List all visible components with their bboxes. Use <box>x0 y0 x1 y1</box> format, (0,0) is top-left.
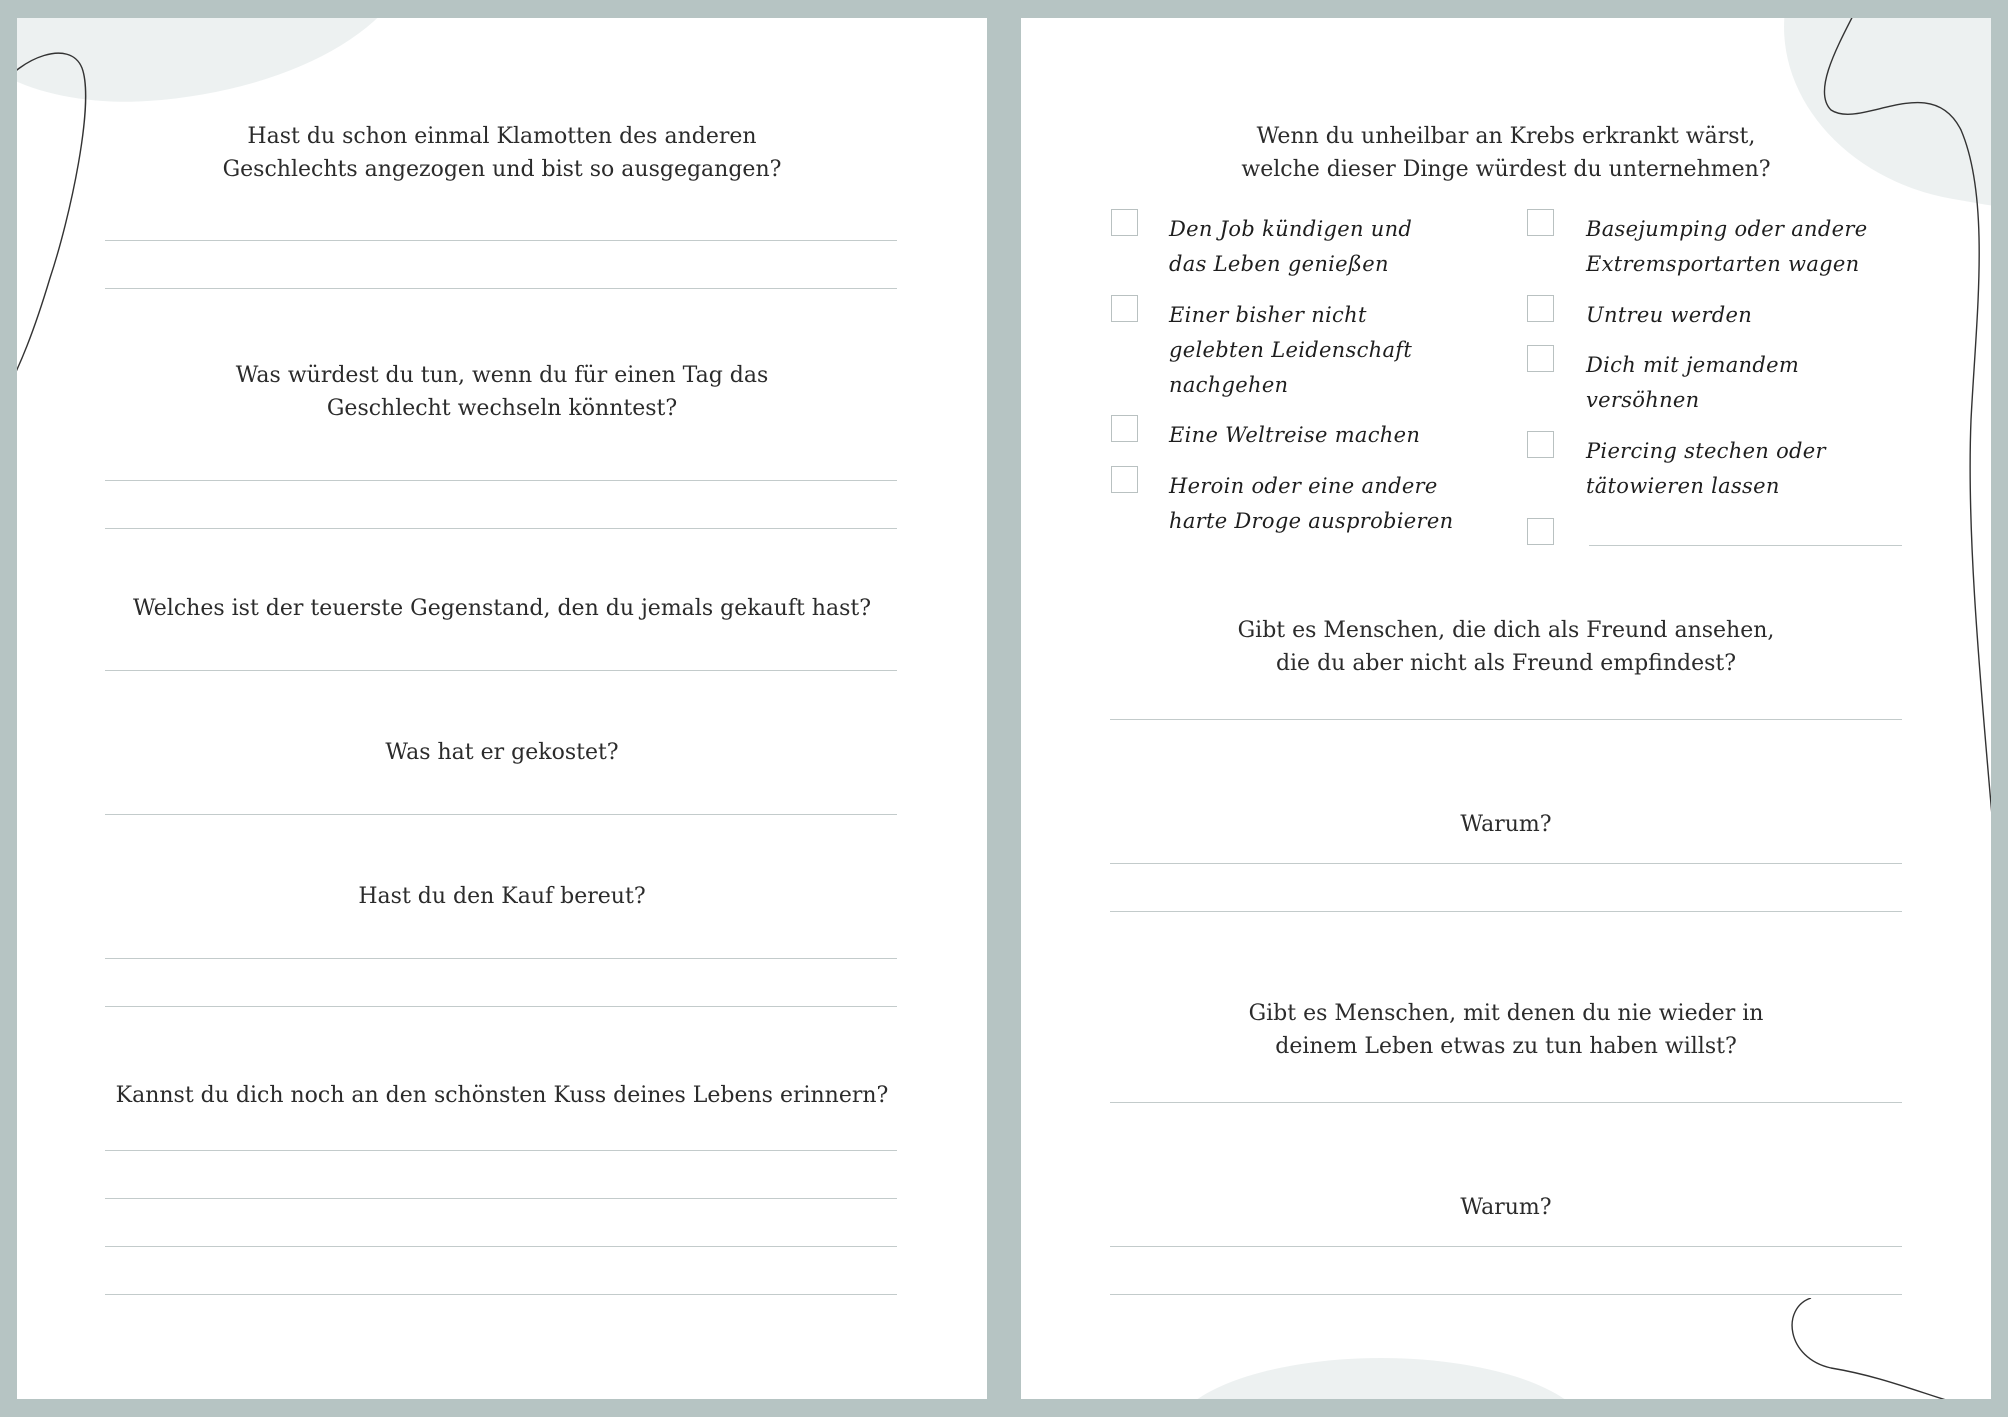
answer-line[interactable] <box>105 670 897 671</box>
checkbox[interactable] <box>1527 209 1554 236</box>
question-text: Geschlechts angezogen und bist so ausgegangen? <box>222 157 782 182</box>
question-false-friends <box>1021 614 1991 680</box>
answer-line[interactable] <box>105 1150 897 1151</box>
question-text: Was hat er gekostet? <box>385 740 619 765</box>
option-piercing <box>1586 434 1826 504</box>
option-text: versöhnen <box>1586 388 1700 412</box>
option-text: Heroin oder eine andere <box>1169 474 1438 498</box>
answer-line[interactable] <box>105 1198 897 1199</box>
option-reconcile <box>1586 348 1799 418</box>
option-text: Untreu werden <box>1586 303 1753 327</box>
question-cost <box>17 736 987 769</box>
question-text: Kannst du dich noch an den schönsten Kuss deines Lebens erinnern? <box>115 1083 889 1108</box>
corner-shape-top-left <box>17 18 425 114</box>
option-text: Dich mit jemandem <box>1586 353 1800 377</box>
option-text: Basejumping oder andere <box>1586 217 1868 241</box>
corner-shape-bottom <box>1171 1358 1591 1399</box>
question-text: Gibt es Menschen, mit denen du nie wieder in <box>1248 1001 1764 1026</box>
question-text: Hast du schon einmal Klamotten des anderen <box>247 124 757 149</box>
option-unfaithful <box>1586 298 1752 333</box>
option-text: Den Job kündigen und <box>1169 217 1413 241</box>
answer-line[interactable] <box>105 958 897 959</box>
question-why-2 <box>1021 1191 1991 1224</box>
answer-line[interactable] <box>105 240 897 241</box>
question-never-again <box>1021 997 1991 1063</box>
question-clothes <box>17 120 987 186</box>
answer-line[interactable] <box>105 1294 897 1295</box>
custom-option-line[interactable] <box>1589 545 1902 546</box>
answer-line[interactable] <box>105 814 897 815</box>
option-text: harte Droge ausprobieren <box>1169 509 1454 533</box>
question-text: Warum? <box>1460 812 1552 837</box>
decorative-curve-bottom-right <box>1781 1298 1991 1399</box>
option-basejumping <box>1586 212 1867 282</box>
checkbox[interactable] <box>1527 431 1554 458</box>
question-text: Geschlecht wechseln könntest? <box>326 396 678 421</box>
answer-line[interactable] <box>1110 863 1902 864</box>
question-gender-day <box>17 359 987 425</box>
question-text: Warum? <box>1460 1195 1552 1220</box>
question-text: Welches ist der teuerste Gegenstand, den du jemals gekauft hast? <box>132 596 872 621</box>
checkbox[interactable] <box>1527 295 1554 322</box>
answer-line[interactable] <box>105 1246 897 1247</box>
option-text: gelebten Leidenschaft <box>1169 338 1413 362</box>
answer-line[interactable] <box>105 1006 897 1007</box>
question-why-1 <box>1021 808 1991 841</box>
question-regret <box>17 880 987 913</box>
question-text: Hast du den Kauf bereut? <box>358 884 646 909</box>
checkbox[interactable] <box>1527 345 1554 372</box>
answer-line[interactable] <box>105 528 897 529</box>
checkbox[interactable] <box>1111 415 1138 442</box>
option-drugs <box>1169 469 1453 539</box>
question-text: Gibt es Menschen, die dich als Freund ansehen, <box>1237 618 1775 643</box>
option-text: Piercing stechen oder <box>1586 439 1826 463</box>
question-text: welche dieser Dinge würdest du unternehmen? <box>1241 157 1771 182</box>
option-text: das Leben genießen <box>1169 252 1389 276</box>
question-kiss <box>17 1079 987 1112</box>
question-text: die du aber nicht als Freund empfindest? <box>1275 651 1737 676</box>
right-page <box>1021 18 1991 1399</box>
option-text: Extremsportarten wagen <box>1586 252 1860 276</box>
checkbox[interactable] <box>1111 209 1138 236</box>
answer-line[interactable] <box>1110 911 1902 912</box>
option-text: Eine Weltreise machen <box>1169 423 1421 447</box>
question-text: Wenn du unheilbar an Krebs erkrankt wärst, <box>1256 124 1756 149</box>
answer-line[interactable] <box>105 480 897 481</box>
question-text: Was würdest du tun, wenn du für einen Tag das <box>235 363 769 388</box>
left-page <box>17 18 987 1399</box>
question-most-expensive <box>17 592 987 625</box>
question-text: deinem Leben etwas zu tun haben willst? <box>1275 1034 1737 1059</box>
answer-line[interactable] <box>1110 1246 1902 1247</box>
checkbox-custom[interactable] <box>1527 518 1554 545</box>
option-quit-job <box>1169 212 1412 282</box>
option-passion <box>1169 298 1412 403</box>
question-cancer <box>1021 120 1991 186</box>
answer-line[interactable] <box>105 288 897 289</box>
answer-line[interactable] <box>1110 1102 1902 1103</box>
answer-line[interactable] <box>1110 1294 1902 1295</box>
option-text: Einer bisher nicht <box>1169 303 1367 327</box>
checkbox[interactable] <box>1111 295 1138 322</box>
option-text: nachgehen <box>1169 373 1289 397</box>
option-text: tätowieren lassen <box>1586 474 1780 498</box>
option-world-trip <box>1169 418 1420 453</box>
answer-line[interactable] <box>1110 719 1902 720</box>
checkbox[interactable] <box>1111 466 1138 493</box>
